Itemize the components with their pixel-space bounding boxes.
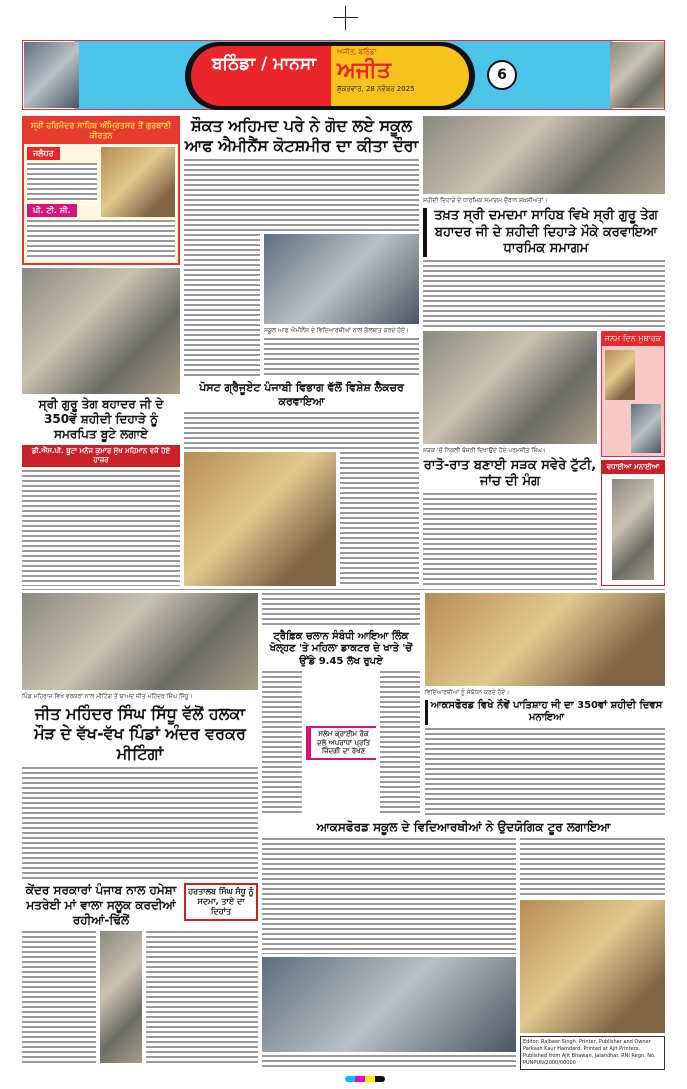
fort-image	[610, 42, 664, 108]
crop-mark	[345, 6, 346, 30]
broken-road-photo	[423, 331, 597, 444]
headline: ਪੋਸਟ ਗ੍ਰੈਜੂਏਟ ਪੰਜਾਬੀ ਵਿਭਾਗ ਵੱਲੋਂ ਵਿਸ਼ੇਸ਼ ਲੈਕਚਰ ਕਰਵਾਇਆ	[199, 381, 404, 408]
headline: ਆਕਸਫੋਰਡ ਸਕੂਲ ਦੇ ਵਿਦਿਆਰਥੀਆਂ ਨੇ ਉਦਯੋਗਿਕ ਟੂਰ ਲਗਾਇਆ	[316, 820, 611, 834]
article-body	[22, 931, 96, 1063]
headline: ਆਕਸਫੋਰਡ ਵਿਖੇ ਨੌਵੇਂ ਪਾਤਿਸ਼ਾਹ ਜੀ ਦਾ 350ਵਾਂ ਸ਼ਹੀਦੀ ਦਿਵਸ ਮਨਾਇਆ	[425, 700, 665, 725]
industrial-tour-photo	[262, 957, 516, 1053]
photo-caption: ਪਿੰਡ ਮਹਿਰਾਜ ਵਿਖੇ ਵਰਕਰਾਂ ਨਾਲ ਮੀਟਿੰਗ ਤੋਂ ਬਾਅਦ ਜੀਤ ਮਹਿੰਦਰ ਸਿੰਘ ਸਿੱਧੂ।	[22, 693, 193, 701]
edition-name: ਬਠਿੰਡਾ / ਮਾਨਸਾ	[191, 46, 331, 106]
headline: ਸ਼ੌਕਤ ਅਹਿਮਦ ਪਰੇ ਨੇ ਗੋਦ ਲਏ ਸਕੂਲ ਆਫ ਐਮੀਨੈਂਸ ਕੋਟਸ਼ਮੀਰ ਦਾ ਕੀਤਾ ਦੌਰਾ	[184, 116, 419, 155]
photo-caption: ਸ਼ਹੀਦੀ ਦਿਹਾੜੇ ਦੇ ਧਾਰਮਿਕ ਸਮਾਗਮ ਦੌਰਾਨ ਸ਼ਖ਼ਸੀਅਤਾਂ।	[423, 197, 548, 205]
golden-temple-image	[101, 147, 175, 217]
right-middle-column	[425, 593, 665, 815]
article-body	[184, 234, 260, 378]
ad-body	[27, 163, 97, 201]
congrats-title: ਵਧਾਈਆਂ ਮਨਾਈਆਂ	[602, 461, 664, 474]
photo-caption: ਵਿਦਿਆਰਥੀਆਂ ਨੂੰ ਸੰਬੋਧਨ ਕਰਦੇ ਹੋਏ।	[425, 688, 510, 696]
article-body	[340, 452, 419, 586]
photo-caption: ਸੜਕ 'ਚੋਂ ਨਿਕਲੀ ਬੱਜਰੀ ਦਿਖਾਉਂਦੇ ਹੋਏ ਪਰਮਜੀਤ ਸਿੰਘ।	[423, 446, 546, 454]
article-body	[184, 412, 419, 449]
article-body	[184, 159, 419, 231]
article-body	[520, 838, 665, 897]
dateline-city: ਅਜੀਤ, ਬਠਿੰਡਾ	[337, 48, 377, 56]
headline: ਕੇਂਦਰ ਸਰਕਾਰਾਂ ਪੰਜਾਬ ਨਾਲ ਹਮੇਸ਼ਾ ਮਤਰੇਈ ਮਾਂ ਵਾਲਾ ਸਲੂਕ ਕਰਦੀਆਂ ਰਹੀਆਂ-ਢਿੱਲੋਂ	[25, 882, 177, 927]
article-body	[262, 838, 516, 954]
article-body	[423, 493, 597, 586]
left-lower-column	[22, 593, 258, 1063]
headline: ਸ੍ਰੀ ਗੁਰੂ ਤੇਗ ਬਹਾਦਰ ਜੀ ਦੇ 350ਵੇਂ ਸ਼ਹੀਦੀ ਦਿਹਾੜੇ ਨੂੰ ਸਮਰਪਿਤ ਬੂਟੇ ਲਗਾਏ	[38, 397, 164, 441]
person-photo	[612, 479, 654, 580]
right-top-column	[423, 116, 665, 586]
center-top-column	[184, 116, 419, 586]
ceremony-photo	[423, 116, 665, 194]
article-body	[380, 671, 420, 815]
center-middle-column	[262, 593, 420, 815]
subheadline: ਡੀ.ਐੱਸ.ਪੀ. ਬੂਟਾ ਮਨੋਜ ਕੁਮਾਰ ਮੁੱਖ ਮਹਿਮਾਨ ਵਜੋਂ ਹੋਏ ਹਾਜ਼ਰ	[22, 445, 180, 467]
lecture-photo	[184, 452, 336, 586]
ad-tag-ptc: ਪੀ. ਟੀ. ਸੀ.	[27, 204, 77, 217]
left-top-column	[22, 116, 180, 586]
meeting-photo	[22, 593, 258, 690]
congrats-box	[601, 460, 665, 586]
article-body	[146, 931, 258, 1063]
ad-body	[27, 220, 175, 260]
article-body	[423, 260, 665, 328]
article-body	[22, 767, 258, 879]
langar-photo	[520, 900, 665, 1034]
headline: ਜੀਤ ਮਹਿੰਦਰ ਸਿੰਘ ਸਿੱਧੂ ਵੱਲੋਂ ਹਲਕਾ ਮੌੜ ਦੇ ਵੱਖ-ਵੱਖ ਪਿੰਡਾਂ ਅੰਦਰ ਵਰਕਰ ਮੀਟਿੰਗਾਂ	[34, 704, 246, 764]
child-photo	[605, 350, 635, 399]
issue-date: ਸ਼ੁੱਕਰਵਾਰ, 28 ਨਵੰਬਰ 2025	[337, 85, 415, 93]
article-body	[264, 338, 419, 378]
article-body	[262, 671, 302, 815]
portrait-photo	[100, 931, 142, 1063]
crop-mark	[333, 17, 358, 18]
headline: ਟ੍ਰੈਫ਼ਿਕ ਚਲਾਨ ਸੰਬੰਧੀ ਆਇਆ ਲਿੰਕ ਖੋਲ੍ਹਣ 'ਤੇ ਮਹਿਲਾ ਡਾਕਟਰ ਦੇ ਖਾਤੇ 'ਚੋਂ ਉੱਡੇ 9.45 ਲੱਖ ਰੁਪਏ	[269, 630, 413, 667]
power-plant-image	[24, 42, 79, 108]
headline: ਰਾਤੋ-ਰਾਤ ਬਣਾਈ ਸੜਕ ਸਵੇਰੇ ਟੁੱਟੀ, ਜਾਂਚ ਦੀ ਮੰਗ	[423, 457, 597, 490]
brand-name: ਅਜੀਤ	[337, 58, 391, 83]
quote-box: ਸਲੇਮ ਕ੍ਰਾਈਮ ਰੋਕ ਦਲੇ ਅਪਰਾਧਾਂ ਪ੍ਰਤਿ ਜ਼ਿੰਦਗੀ ਦਾ ਰੱਖਣ	[306, 726, 376, 760]
birthday-title: ਜਨਮ ਦਿਨ ਮੁਬਾਰਕ	[602, 332, 664, 346]
school-visit-photo	[264, 234, 419, 324]
masthead-logo	[185, 42, 475, 110]
birthday-box	[601, 331, 665, 457]
ad-tag-jalandhar: ਜਲੰਧਰ	[27, 147, 60, 160]
obituary-box: ਹਰਤਾਲਬ ਸਿੰਘ ਸੰਧੂ ਨੂੰ ਸਦਮਾ, ਤਾਏ ਦਾ ਦਿਹਾਂਤ	[184, 883, 258, 921]
headline: ਤਖ਼ਤ ਸ੍ਰੀ ਦਮਦਮਾ ਸਾਹਿਬ ਵਿਖੇ ਸ੍ਰੀ ਗੁਰੂ ਤੇਗ ਬਹਾਦਰ ਜੀ ਦੇ ਸ਼ਹੀਦੀ ਦਿਹਾੜੇ ਮੌਕੇ ਕਰਵਾਇਆ ਧਾਰਮਿਕ ਸਮਾਗਮ	[423, 208, 665, 257]
article-body	[262, 1055, 516, 1070]
lower-right-block	[262, 820, 665, 1070]
color-registration-marks	[345, 1076, 385, 1082]
imprint-notice: Editor: Rajbeer Singh. Printer, Publisher and Owner Parkash Kaur Hamdard. Printed at Ajit Printers, Published from Ajit Bhawan, Jalandhar. RNI Regn. No. PUNPUN/2000/00000	[520, 1036, 665, 1070]
article-body	[22, 470, 180, 586]
page-number: 6	[487, 60, 517, 90]
martyrdom-day-photo	[425, 593, 665, 686]
ad-title: ਸ੍ਰੀ ਹਰਿਮੰਦਰ ਸਾਹਿਬ ਅੰਮ੍ਰਿਤਸਰ ਤੋਂ ਗੁਰਬਾਣੀ ਕੀਰਤਨ	[24, 118, 178, 144]
photo-caption: ਸਕੂਲ ਆਫ ਐਮੀਨੈਂਸ ਦੇ ਵਿਦਿਆਰਥੀਆਂ ਨਾਲ ਗੱਲਬਾਤ ਕਰਦੇ ਹੋਏ।	[264, 327, 410, 335]
child-photo	[631, 404, 661, 453]
kirtan-ad-box	[22, 116, 180, 265]
tree-planting-photo	[22, 268, 180, 394]
article-body	[262, 593, 420, 628]
article-body	[425, 728, 665, 816]
